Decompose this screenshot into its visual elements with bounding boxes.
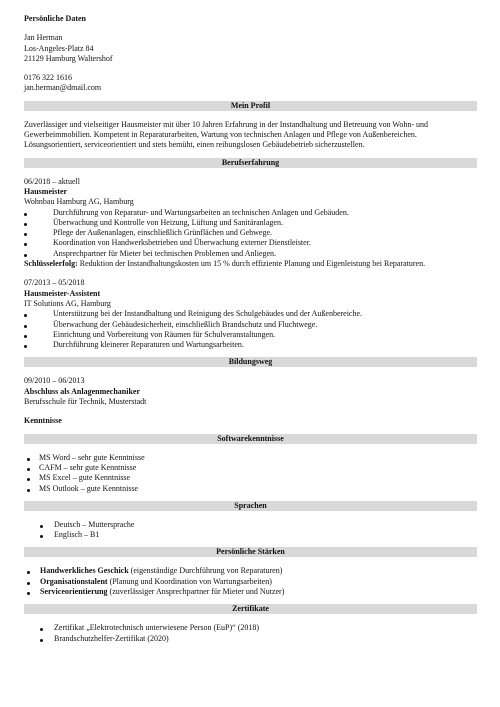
list-item: Organisationstalent (Planung und Koordination von Wartungsarbeiten) (24, 577, 477, 587)
section-header-software: Softwarekenntnisse (24, 434, 477, 444)
skills-title: Kenntnisse (24, 416, 62, 426)
list-item: Überwachung und Kontrolle von Heizung, Lüftung und Sanitäranlagen. (24, 218, 477, 228)
section-header-education: Bildungsweg (24, 357, 477, 367)
list-item: Brandschutzhelfer-Zertifikat (2020) (24, 634, 477, 644)
personal-title: Persönliche Daten (24, 14, 86, 23)
job-company: IT Solutions AG, Hamburg (24, 298, 111, 308)
bullet-icon (24, 213, 27, 216)
bullet-icon (27, 592, 30, 595)
languages-list (24, 520, 477, 541)
list-item: Durchführung von Reparatur- und Wartungsarbeiten an technischen Anlagen und Gebäuden. (24, 208, 477, 218)
job-entry-1 (24, 177, 477, 270)
education-school: Berufsschule für Technik, Musterstadt (24, 397, 147, 407)
bullet-icon (27, 489, 30, 492)
personal-email: jan.herman@dmail.com (24, 83, 102, 93)
bullet-icon (24, 345, 27, 348)
bullet-icon (40, 535, 43, 538)
software-list (24, 453, 477, 494)
section-header-certificates: Zertifikate (24, 604, 477, 614)
job-period: 06/2018 – aktuell (24, 176, 80, 186)
section-header-languages: Sprachen (24, 501, 477, 511)
personal-name: Jan Herman (24, 33, 63, 43)
job-role: Hausmeister-Assistent (24, 288, 101, 298)
list-item: MS Excel – gute Kenntnisse (24, 473, 477, 483)
job-role: Hausmeister (24, 186, 68, 196)
list-item: Handwerkliches Geschick (eigenständige Durchführung von Reparaturen) (24, 566, 477, 576)
list-item: Pflege der Außenanlagen, einschließlich Grünflächen und Gehwege. (24, 228, 477, 238)
bullet-icon (24, 233, 27, 236)
personal-section (24, 14, 477, 94)
job-key-success: Schlüsselerfolg: Reduktion der Instandhaltungskosten um 15 % durch effiziente Planung und Eigenleistung bei Reparaturen. (24, 259, 426, 269)
bullet-icon (40, 628, 43, 631)
bullet-icon (27, 571, 30, 574)
list-item: Koordination von Handwerksbetrieben und Überwachung externer Dienstleister. (24, 238, 477, 248)
bullet-icon (24, 223, 27, 226)
education-period: 09/2010 – 06/2013 (24, 376, 85, 386)
bullet-icon (24, 335, 27, 338)
list-item: Unterstützung bei der Instandhaltung und Reinigung des Schulgebäudes und der Außenbereiche. (24, 309, 477, 319)
bullet-icon (24, 243, 27, 246)
profile-text: Zuverlässiger und vielseitiger Hausmeister mit über 10 Jahren Erfahrung in der Instandhaltung und Betreuung von Wohn- und Gewerbeimmobilien. Kompetent in Reparaturarbeiten, Wartung von technischen Anlagen und Pflege von Außenbereichen. Lösungsorientiert, serviceorientiert und stets bemüht, einen reibungslosen Gebäudebetrieb sicherzustellen. (24, 119, 428, 150)
education-degree: Abschluss als Anlagenmechaniker (24, 386, 141, 396)
bullet-icon (27, 582, 30, 585)
personal-phone: 0176 322 1616 (24, 73, 72, 83)
job-bullet-list (24, 208, 477, 259)
bullet-icon (40, 639, 43, 642)
strengths-list (24, 566, 477, 597)
list-item: Serviceorientierung (zuverlässiger Ansprechpartner für Mieter und Nutzer) (24, 587, 477, 597)
list-item: Englisch – B1 (24, 530, 477, 540)
resume-page (24, 14, 477, 644)
section-header-experience: Berufserfahrung (24, 158, 477, 168)
job-bullet-list (24, 309, 477, 350)
list-item: MS Word – sehr gute Kenntnisse (24, 453, 477, 463)
bullet-icon (27, 478, 30, 481)
job-entry-2 (24, 278, 477, 350)
bullet-icon (24, 254, 27, 257)
bullet-icon (40, 525, 43, 528)
bullet-icon (24, 325, 27, 328)
job-company: Wohnbau Hamburg AG, Hamburg (24, 197, 134, 207)
list-item: Überwachung der Gebäudesicherheit, einschließlich Brandschutz und Fluchtwege. (24, 320, 477, 330)
list-item: MS Outlook – gute Kenntnisse (24, 484, 477, 494)
bullet-icon (27, 458, 30, 461)
list-item: Deutsch – Muttersprache (24, 520, 477, 530)
section-header-profile: Mein Profil (24, 101, 477, 111)
bullet-icon (27, 468, 30, 471)
list-item: Durchführung kleinerer Reparaturen und Wartungsarbeiten. (24, 340, 477, 350)
list-item: CAFM – sehr gute Kenntnisse (24, 463, 477, 473)
list-item: Einrichtung und Vorbereitung von Räumen für Schulveranstaltungen. (24, 330, 477, 340)
certificates-list (24, 623, 477, 644)
job-period: 07/2013 – 05/2018 (24, 278, 85, 288)
personal-city: 21129 Hamburg Waltershof (24, 53, 113, 63)
bullet-icon (24, 314, 27, 317)
list-item: Zertifikat „Elektrotechnisch unterwiesene Person (EuP)“ (2018) (24, 623, 477, 633)
personal-street: Los-Angeles-Platz 84 (24, 43, 94, 53)
education-entry (24, 376, 477, 407)
section-header-strengths: Persönliche Stärken (24, 547, 477, 557)
list-item: Ansprechpartner für Mieter bei technischen Problemen und Anliegen. (24, 249, 477, 259)
